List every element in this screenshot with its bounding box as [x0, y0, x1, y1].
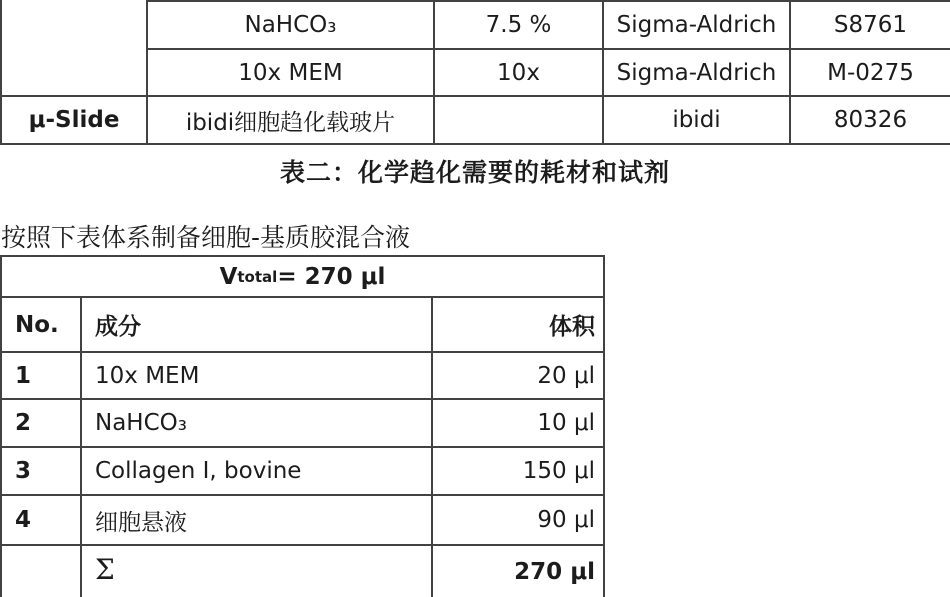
materials-spec-cell: 10x [435, 48, 604, 95]
component-cell: 10x MEM [82, 353, 433, 400]
sum-volume-cell: 270 μl [514, 558, 595, 585]
mixture-table [0, 255, 605, 597]
materials-catalog-cell: M-0275 [791, 48, 950, 95]
row-number-cell: 2 [2, 400, 82, 448]
materials-item-merged-cell [0, 0, 148, 95]
materials-catalog-cell: 80326 [791, 95, 950, 143]
materials-name-cell: 10x MEM [148, 48, 435, 95]
materials-vendor-cell: ibidi [604, 95, 791, 143]
volume-cell: 90 μl [433, 496, 603, 546]
sum-empty-cell [2, 546, 82, 597]
row-number-cell: 1 [2, 353, 82, 400]
materials-name-cell: ibidi细胞趋化载玻片 [148, 95, 435, 143]
v-symbol: V [219, 263, 238, 290]
intro-text: 按照下表体系制备细胞-基质胶混合液 [1, 223, 411, 252]
component-cell: NaHCO₃ [82, 400, 433, 448]
sum-symbol-cell: Σ [82, 546, 433, 597]
row-number-cell: 3 [2, 448, 82, 496]
total-volume-header [2, 257, 603, 298]
materials-table [0, 0, 950, 145]
materials-vendor-cell: Sigma-Aldrich [604, 0, 791, 48]
volume-cell: 10 μl [433, 400, 603, 448]
component-cell: 细胞悬液 [82, 496, 433, 546]
materials-vendor-cell: Sigma-Aldrich [604, 48, 791, 95]
materials-name-cell: NaHCO₃ [148, 0, 435, 48]
column-header-no: No. [2, 298, 82, 353]
component-cell: Collagen I, bovine [82, 448, 433, 496]
materials-item-cell: μ-Slide [0, 95, 148, 143]
volume-cell: 20 μl [433, 353, 603, 400]
materials-catalog-cell: S8761 [791, 0, 950, 48]
row-number-cell: 4 [2, 496, 82, 546]
materials-spec-cell: 7.5 % [435, 0, 604, 48]
v-subscript: total [237, 267, 278, 286]
volume-cell: 150 μl [433, 448, 603, 496]
column-header-volume: 体积 [433, 298, 603, 353]
v-equation: = 270 μl [277, 263, 386, 290]
materials-spec-cell [435, 95, 604, 143]
column-header-component: 成分 [82, 298, 433, 353]
table-caption: 表二：化学趋化需要的耗材和试剂 [279, 158, 670, 187]
